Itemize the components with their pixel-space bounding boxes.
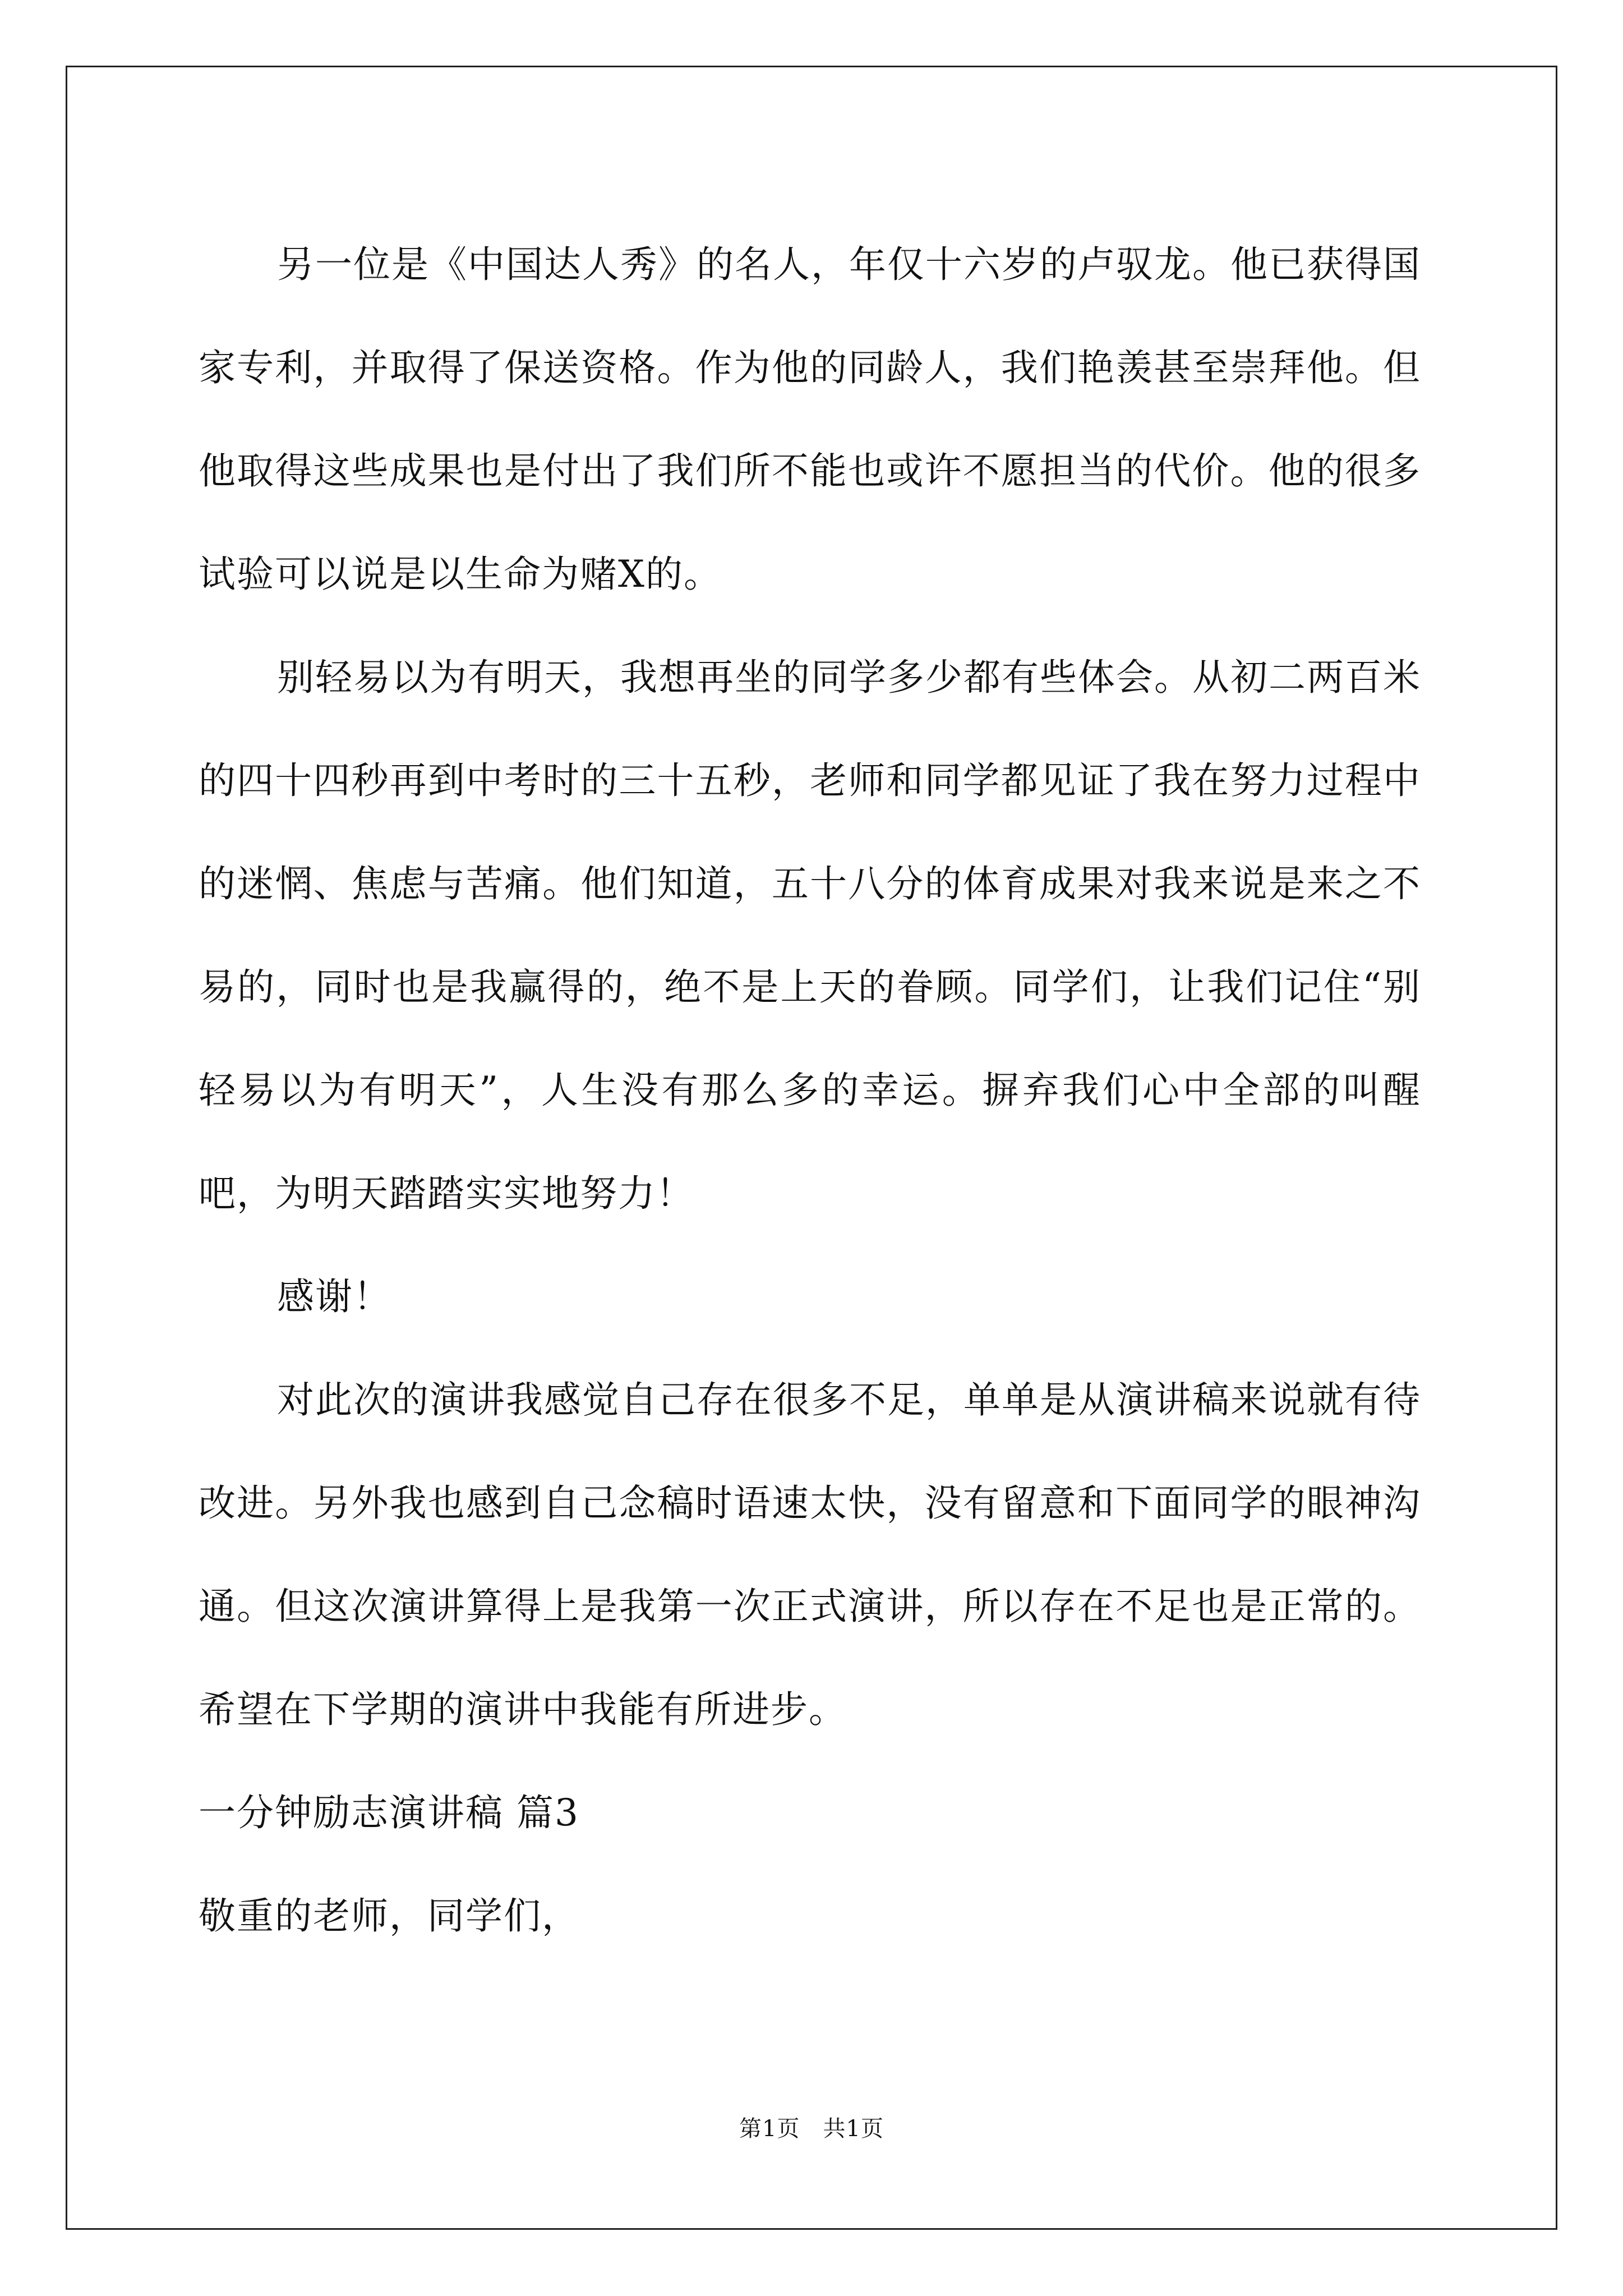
- page-number-footer: 第1页 共1页: [739, 2116, 884, 2142]
- section-heading: 一分钟励志演讲稿 篇3: [199, 1791, 579, 1834]
- paragraph-dont-assume-tomorrow: 别轻易以为有明天，我想再坐的同学多少都有些体会。从初二两百米的四十四秒再到中考时的三十五秒，老师和同学都见证了我在努力过程中的迷惘、焦虑与苦痛。他们知道，五十八分的体育成果对我来说是来之不易的，同时也是我赢得的，绝不是上天的眷顾。同学们，让我们记住“别轻易以为有明天”，人生没有那么多的幸运。摒弃我们心中全部的叫醒吧，为明天踏踏实实地努力！: [199, 656, 1421, 1215]
- paragraph-lu-yulong: 另一位是《中国达人秀》的名人，年仅十六岁的卢驭龙。他已获得国家专利，并取得了保送资格。作为他的同龄人，我们艳羡甚至崇拜他。但他取得这些成果也是付出了我们所不能也或许不愿担当的代价。他的很多试验可以说是以生命为赌X的。: [199, 243, 1421, 596]
- paragraph-thanks: 感谢！: [277, 1275, 391, 1318]
- paragraph-reflection: 对此次的演讲我感觉自己存在很多不足，单单是从演讲稿来说就有待改进。另外我也感到自己念稿时语速太快，没有留意和下面同学的眼神沟通。但这次演讲算得上是我第一次正式演讲，所以存在不足也是正常的。希望在下学期的演讲中我能有所进步。: [199, 1378, 1421, 1731]
- salutation: 敬重的老师，同学们，: [199, 1894, 580, 1938]
- document-body: [199, 213, 1421, 1968]
